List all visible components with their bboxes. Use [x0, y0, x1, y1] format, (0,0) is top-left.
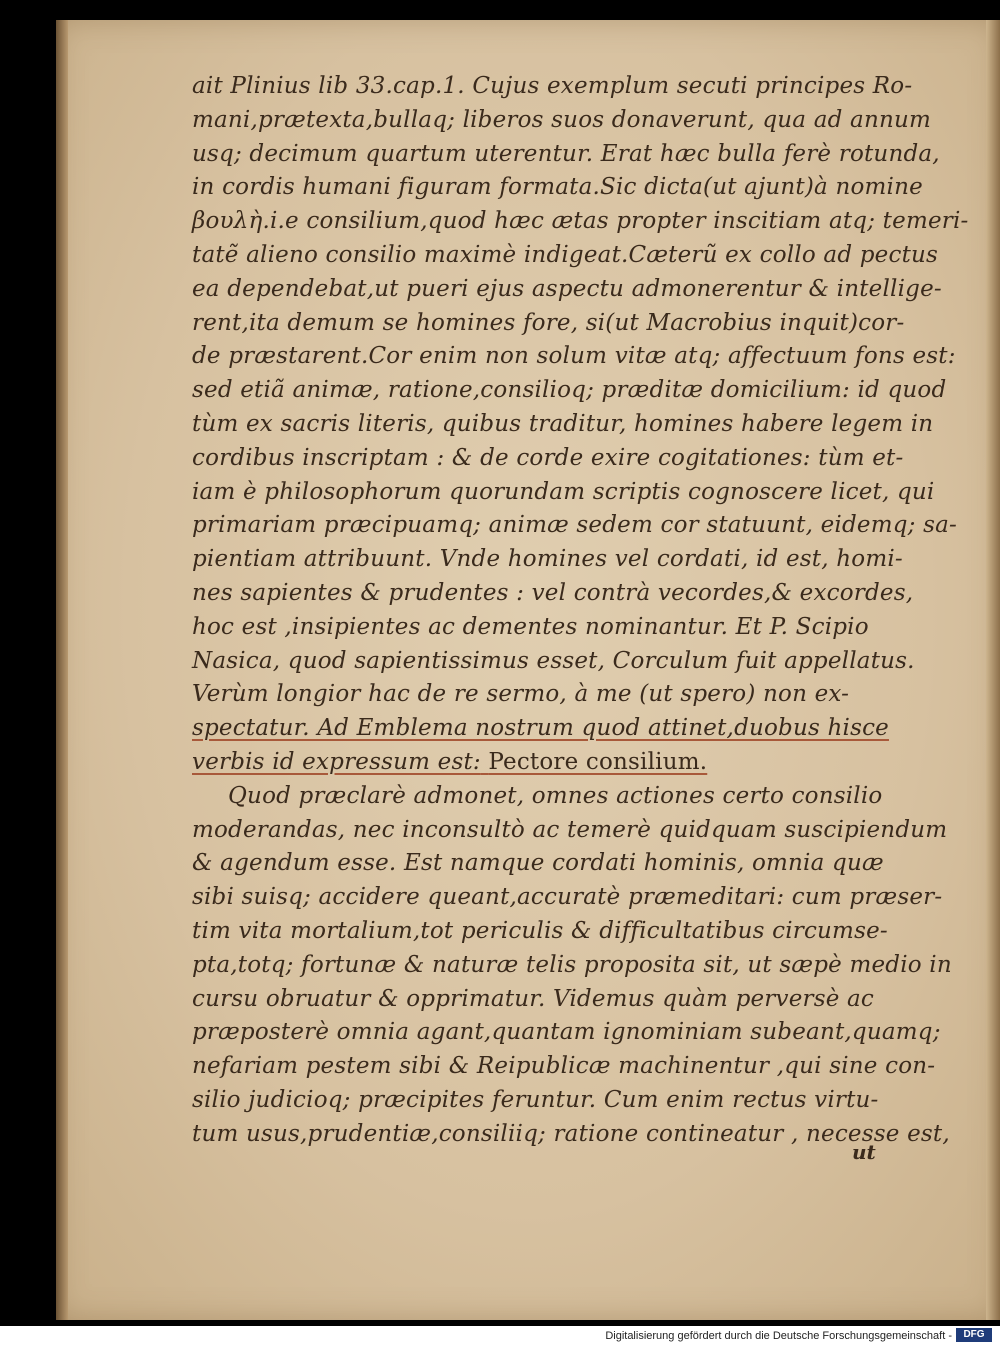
text-line: pta,totq; fortunæ & naturæ telis proposita sit, ut sæpè medio in — [192, 951, 952, 978]
catchword: ut — [852, 1140, 876, 1164]
text-line: tum usus,prudentiæ,consiliiq; ratione contineatur , necesse est, — [192, 1120, 950, 1147]
text-line-with-motto — [192, 746, 912, 780]
text-line: pientiam attribuunt. Vnde homines vel cordati, id est, homi- — [192, 546, 903, 573]
text-line: moderandas, nec inconsultò ac temerè quidquam suscipiendum — [192, 816, 948, 843]
text-line: cordibus inscriptam : & de corde exire cogitationes: tùm et- — [192, 444, 904, 471]
text-line: Verùm longior hac de re sermo, à me (ut spero) non ex- — [192, 681, 850, 708]
text-line: tùm ex sacris literis, quibus traditur, homines habere legem in — [192, 410, 934, 437]
text-line: cursu obruatur & opprimatur. Videmus quàm perversè ac — [192, 985, 875, 1012]
text-line: βουλὴ.i.e consilium,quod hæc ætas propter inscitiam atq; temeri- — [192, 208, 969, 235]
text-line: ait Plinius lib 33.cap.1. Cujus exemplum secuti principes Ro- — [192, 73, 913, 99]
page-text — [192, 70, 969, 1152]
text-line: nes sapientes & prudentes : vel contrà vecordes,& excordes, — [192, 579, 914, 606]
text-line: præposterè omnia agant,quantam ignominiam subeant,quamq; — [192, 1019, 941, 1046]
text-line: rent,ita demum se homines fore, si(ut Macrobius inquit)cor- — [192, 309, 905, 336]
text-line: de præstarent.Cor enim non solum vitæ atq; affectuum fons est: — [192, 343, 956, 370]
text-line: nefariam pestem sibi & Reipublicæ machinentur ,qui sine con- — [192, 1053, 936, 1080]
motto: Pectore consilium. — [488, 748, 708, 775]
page-edge — [986, 20, 1000, 1320]
dfg-logo: DFG — [956, 1328, 992, 1342]
text-line: verbis id expressum est: — [192, 748, 481, 775]
text-line: sed etiã animæ, ratione,consilioq; præditæ domicilium: id quod — [192, 377, 947, 404]
text-line: Nasica, quod sapientissimus esset, Corculum fuit appellatus. — [192, 647, 915, 674]
page-gutter — [56, 20, 68, 1320]
text-line: tim vita mortalium,tot periculis & difficultatibus circumse- — [192, 917, 888, 944]
text-line: primariam præcipuamq; animæ sedem cor statuunt, eidemq; sa- — [192, 512, 958, 539]
text-line: ea dependebat,ut pueri ejus aspectu admonerentur & intellige- — [192, 275, 942, 302]
text-line: hoc est ,insipientes ac dementes nominantur. Et P. Scipio — [192, 613, 869, 640]
text-line: sibi suisq; accidere queant,accuratè præmeditari: cum præser- — [192, 884, 943, 911]
text-line: silio judicioq; præcipites feruntur. Cum enim rectus virtu- — [192, 1086, 879, 1113]
text-line: mani,prætexta,bullaq; liberos suos donaverunt, qua ad annum — [192, 106, 932, 133]
text-line: iam è philosophorum quorundam scriptis cognoscere licet, qui — [192, 478, 935, 505]
text-line: spectatur. Ad Emblema nostrum quod attinet,duobus hisce — [192, 715, 889, 742]
text-line: & agendum esse. Est namque cordati hominis, omnia quæ — [192, 850, 884, 877]
text-line: in cordis humani figuram formata.Sic dicta(ut ajunt)à nomine — [192, 174, 923, 201]
text-line: Quod præclarè admonet, omnes actiones certo consilio — [228, 782, 883, 809]
text-line: usq; decimum quartum uterentur. Erat hæc bulla ferè rotunda, — [192, 140, 940, 167]
funding-credit: Digitalisierung gefördert durch die Deutsche Forschungsgemeinschaft - — [605, 1330, 952, 1342]
text-line: tatẽ alieno consilio maximè indigeat.Cæterũ ex collo ad pectus — [192, 241, 939, 268]
